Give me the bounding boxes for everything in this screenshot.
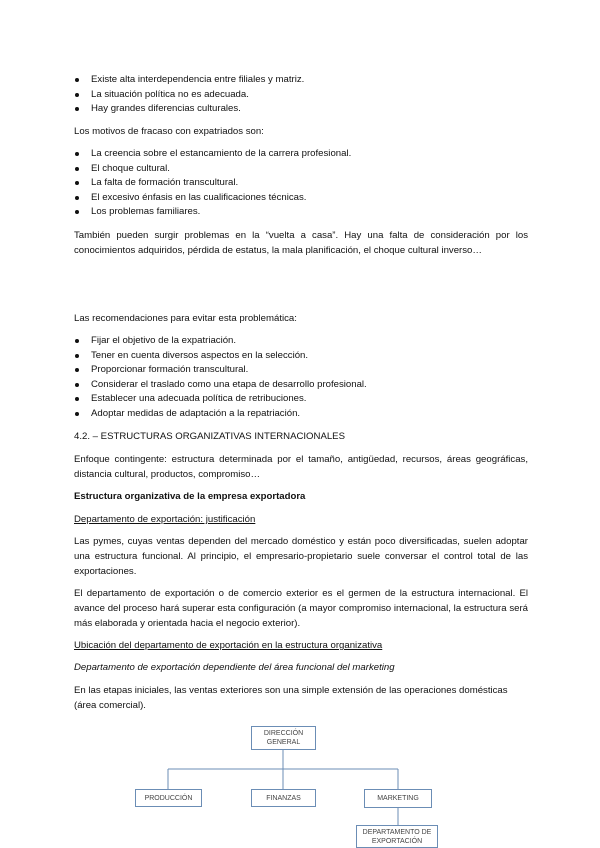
ubicacion-title: Ubicación del departamento de exportación en la estructura organizativa (74, 640, 383, 651)
exportacion-box: DEPARTAMENTO DE EXPORTACIÓN (356, 825, 438, 848)
estructura-title: Estructura organizativa de la empresa exportadora (74, 491, 306, 502)
germen-paragraph: El departamento de exportación o de comercio exterior es el germen de la estructura internacional. El avance del proceso hará superar esta configuración (a mayor compromiso internacional, la estructura será más elaborada y orientada hacia el negocio exterior). (74, 588, 528, 629)
list-item: La situación política no es adecuada. (74, 88, 528, 103)
finanzas-box: FINANZAS (251, 789, 316, 807)
recomendaciones-intro: Las recomendaciones para evitar esta problemática: (74, 313, 297, 324)
direccion-general-box: DIRECCIÓN GENERAL (251, 726, 316, 750)
list-item: Adoptar medidas de adaptación a la repatriación. (74, 407, 528, 422)
list-item: Fijar el objetivo de la expatriación. (74, 334, 528, 349)
enfoque-paragraph: Enfoque contingente: estructura determinada por el tamaño, antigüedad, recursos, áreas geográficas, distancia cultural, productos, compromiso… (74, 454, 528, 480)
pymes-paragraph: Las pymes, cuyas ventas dependen del mercado doméstico y están poco diversificadas, suelen adoptar una estructura funcional. Al principio, el empresario-propietario suele conversar el control total de las exportaciones. (74, 536, 528, 577)
etapas-paragraph: En las etapas iniciales, las ventas exteriores son una simple extensión de las operaciones domésticas (área comercial). (74, 685, 508, 711)
list-item: Establecer una adecuada política de retribuciones. (74, 392, 528, 407)
depto-title: Departamento de exportación: justificación (74, 514, 256, 525)
list-item: Proporcionar formación transcultural. (74, 363, 528, 378)
list-item: Existe alta interdependencia entre filiales y matriz. (74, 73, 528, 88)
dependiente-title: Departamento de exportación dependiente del área funcional del marketing (74, 662, 395, 673)
list-item: Hay grandes diferencias culturales. (74, 102, 528, 117)
produccion-box: PRODUCCIÓN (135, 789, 202, 807)
section-heading: 4.2. – ESTRUCTURAS ORGANIZATIVAS INTERNACIONALES (74, 431, 345, 442)
vuelta-casa-paragraph: También pueden surgir problemas en la “vuelta a casa”. Hay una falta de consideración por los conocimientos adquiridos, pérdida de estatus, la mala planificación, el choque cultural inverso… (74, 230, 528, 256)
list-item: La falta de formación transcultural. (74, 176, 528, 191)
motivos-intro: Los motivos de fracaso con expatriados son: (74, 126, 264, 137)
list-item: La creencia sobre el estancamiento de la carrera profesional. (74, 147, 528, 162)
list-item: Los problemas familiares. (74, 205, 528, 220)
list-item: El choque cultural. (74, 162, 528, 177)
list-item: El excesivo énfasis en las cualificaciones técnicas. (74, 191, 528, 206)
marketing-box: MARKETING (364, 789, 432, 808)
list-item: Considerar el traslado como una etapa de desarrollo profesional. (74, 378, 528, 393)
list-item: Tener en cuenta diversos aspectos en la selección. (74, 349, 528, 364)
